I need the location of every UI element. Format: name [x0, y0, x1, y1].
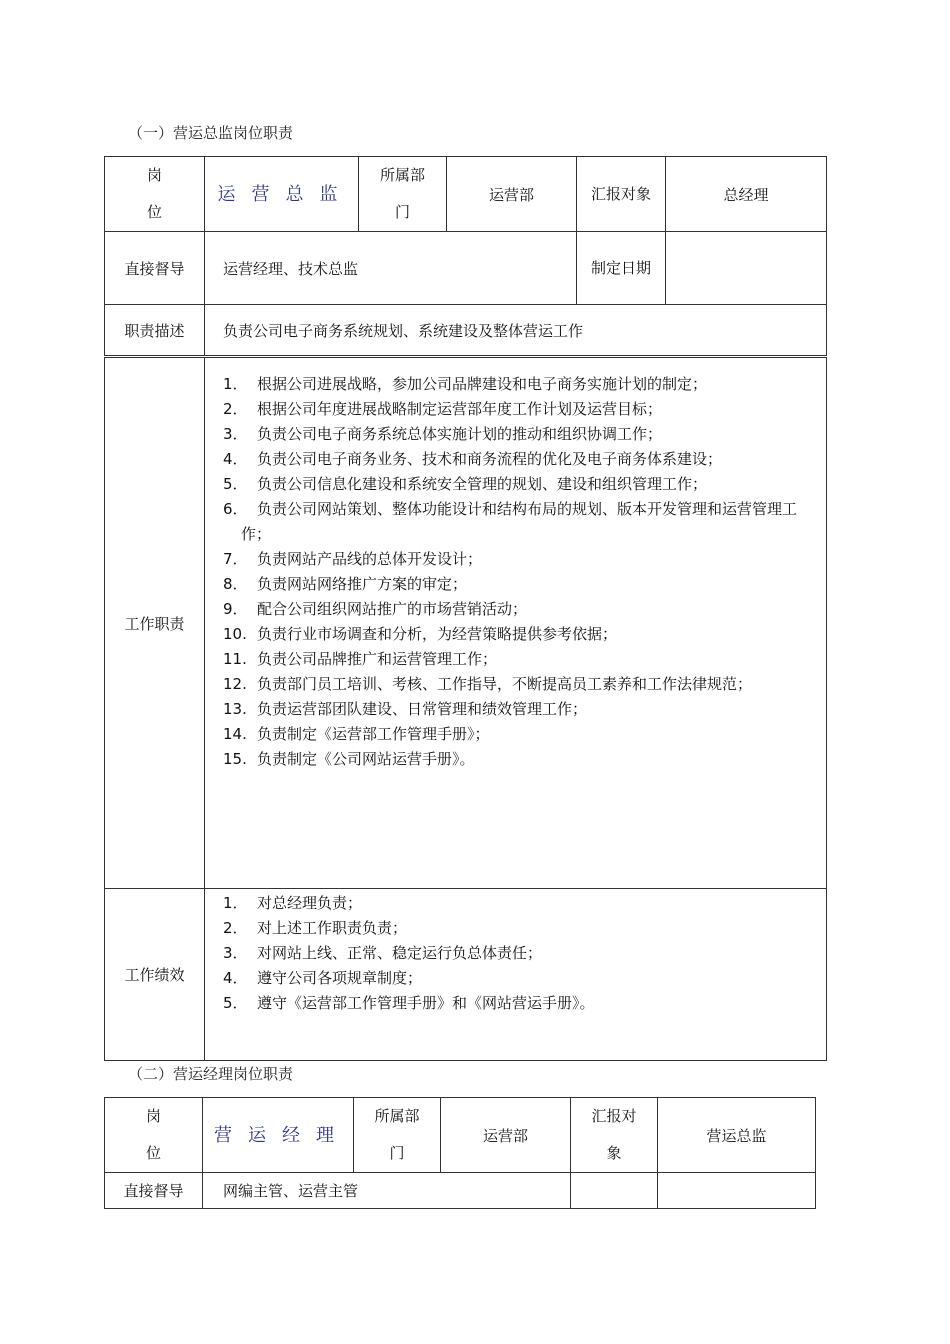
list-item	[223, 966, 818, 991]
dept-label: 所属部门	[379, 166, 425, 221]
list-item	[223, 397, 818, 422]
dept-label-2: 所属部门	[374, 1107, 420, 1162]
item-text: 负责网站产品线的总体开发设计；	[257, 550, 483, 568]
list-item	[223, 597, 818, 622]
supervise-label: 直接督导	[105, 232, 205, 305]
date-value	[666, 232, 827, 305]
list-item	[223, 697, 818, 722]
position-value-cell-2	[203, 1098, 354, 1173]
list-item	[223, 447, 818, 472]
dept-label-cell	[359, 157, 447, 232]
supervise-row	[105, 232, 827, 305]
list-item	[223, 991, 818, 1016]
item-text: 负责公司电子商务系统总体实施计划的推动和组织协调工作；	[257, 425, 663, 443]
item-text: 负责网站网络推广方案的审定；	[257, 575, 468, 593]
item-number: 6．	[223, 500, 248, 518]
report-value: 总经理	[666, 157, 827, 232]
position-label: 岗位	[146, 166, 192, 221]
list-item	[223, 547, 818, 572]
desc-label: 职责描述	[105, 305, 205, 357]
item-text: 遵守公司各项规章制度；	[257, 969, 423, 987]
dept-value: 运营部	[447, 157, 577, 232]
header-row	[105, 157, 827, 232]
desc-row	[105, 305, 827, 357]
list-item	[223, 916, 818, 941]
perf-list	[223, 891, 818, 1016]
item-text: 配合公司组织网站推广的市场营销活动；	[257, 600, 528, 618]
duties-label: 工作职责	[105, 357, 205, 889]
item-text: 负责部门员工培训、考核、工作指导，不断提高员工素养和工作法律规范；	[257, 675, 753, 693]
section-title-1: （一）营运总监岗位职责	[128, 124, 294, 142]
item-number: 2．	[223, 919, 248, 937]
item-number: 4．	[223, 450, 248, 468]
item-text: 负责公司信息化建设和系统安全管理的规划、建设和组织管理工作；	[257, 475, 708, 493]
job-table-2	[104, 1097, 816, 1209]
dept-value-2: 运营部	[441, 1098, 571, 1173]
list-item	[223, 747, 818, 772]
item-number: 11.	[223, 650, 247, 668]
report-label: 汇报对象	[591, 184, 652, 203]
date-label: 制定日期	[591, 258, 652, 277]
perf-row	[105, 889, 827, 1061]
item-text: 负责公司网站策划、整体功能设计和结构布局的规划、版本开发管理和运营管理工作；	[241, 500, 798, 543]
item-text: 对总经理负责；	[257, 894, 363, 912]
desc-value: 负责公司电子商务系统规划、系统建设及整体营运工作	[205, 305, 827, 357]
perf-cell	[205, 889, 827, 1061]
report-label-cell-2	[571, 1098, 658, 1173]
item-number: 12.	[223, 675, 247, 693]
item-text: 遵守《运营部工作管理手册》和《网站营运手册》。	[257, 994, 595, 1012]
item-text: 对上述工作职责负责；	[257, 919, 408, 937]
item-number: 2．	[223, 400, 248, 418]
item-number: 8．	[223, 575, 248, 593]
position-label-cell	[105, 157, 205, 232]
item-text: 根据公司年度进展战略制定运营部年度工作计划及运营目标；	[257, 400, 663, 418]
job-table-1	[104, 156, 827, 1061]
item-number: 10.	[223, 625, 247, 643]
item-number: 4．	[223, 969, 248, 987]
position-value-cell	[205, 157, 359, 232]
item-text: 负责运营部团队建设、日常管理和绩效管理工作；	[257, 700, 588, 718]
item-number: 3．	[223, 425, 248, 443]
item-text: 负责制定《公司网站运营手册》。	[257, 750, 475, 768]
item-number: 5．	[223, 475, 248, 493]
item-number: 5．	[223, 994, 248, 1012]
perf-label: 工作绩效	[105, 889, 205, 1061]
supervise-label-2: 直接督导	[105, 1173, 203, 1209]
item-text: 根据公司进展战略，参加公司品牌建设和电子商务实施计划的制定；	[257, 375, 708, 393]
list-item	[223, 422, 818, 447]
header-row-2	[105, 1098, 816, 1173]
item-number: 9．	[223, 600, 248, 618]
dept-label-cell-2	[354, 1098, 441, 1173]
position-label-2: 岗位	[145, 1107, 191, 1162]
report-label-2: 汇报对象	[591, 1107, 637, 1162]
position-label-cell-2	[105, 1098, 203, 1173]
duties-list	[223, 372, 818, 772]
list-item	[223, 497, 818, 547]
position-value-2: 营运经理	[214, 1124, 350, 1146]
list-item	[223, 622, 818, 647]
list-item	[223, 891, 818, 916]
supervise-value-2: 网编主管、运营主管	[203, 1173, 571, 1209]
position-value: 运营总监	[217, 183, 354, 205]
item-number: 15.	[223, 750, 247, 768]
report-value-2: 营运总监	[658, 1098, 816, 1173]
item-number: 3．	[223, 944, 248, 962]
item-text: 负责公司品牌推广和运营管理工作；	[257, 650, 498, 668]
empty-cell-b	[658, 1173, 816, 1209]
item-text: 负责制定《运营部工作管理手册》；	[257, 725, 490, 743]
supervise-row-2	[105, 1173, 816, 1209]
list-item	[223, 722, 818, 747]
list-item	[223, 372, 818, 397]
empty-cell-a	[571, 1173, 658, 1209]
item-number: 7．	[223, 550, 248, 568]
section-title-2: （二）营运经理岗位职责	[128, 1065, 294, 1083]
list-item	[223, 647, 818, 672]
list-item	[223, 941, 818, 966]
item-text: 对网站上线、正常、稳定运行负总体责任；	[257, 944, 543, 962]
duties-row	[105, 357, 827, 889]
item-text: 负责行业市场调查和分析，为经营策略提供参考依据；	[257, 625, 618, 643]
duties-cell	[205, 357, 827, 889]
item-number: 13.	[223, 700, 247, 718]
list-item	[223, 572, 818, 597]
supervise-value: 运营经理、技术总监	[205, 232, 577, 305]
item-number: 14.	[223, 725, 247, 743]
date-label-cell	[577, 232, 666, 305]
item-number: 1．	[223, 894, 248, 912]
item-text: 负责公司电子商务业务、技术和商务流程的优化及电子商务体系建设；	[257, 450, 723, 468]
list-item	[223, 672, 818, 697]
report-label-cell	[577, 157, 666, 232]
item-number: 1．	[223, 375, 248, 393]
list-item	[223, 472, 818, 497]
